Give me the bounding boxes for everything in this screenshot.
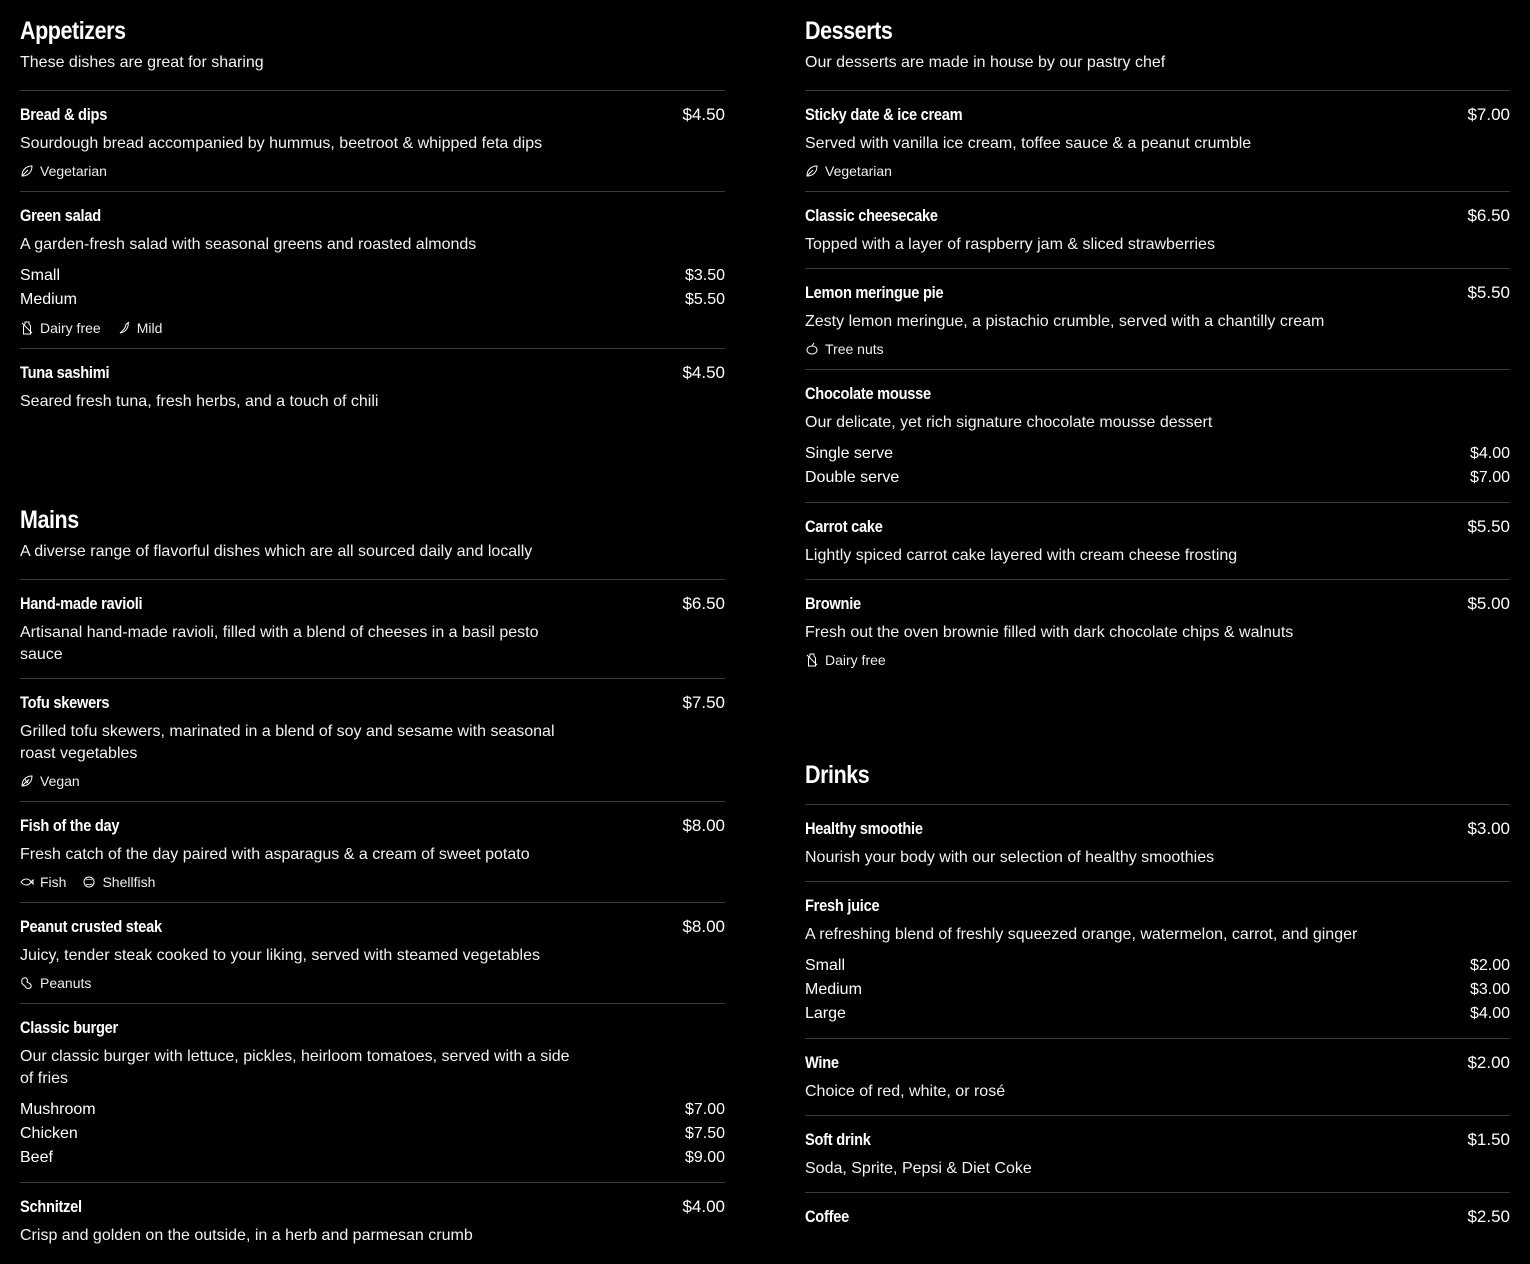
menu-item-header bbox=[20, 594, 725, 620]
item-name: Fresh juice bbox=[805, 896, 880, 915]
dietary-tag bbox=[805, 163, 892, 179]
item-variants bbox=[805, 954, 1510, 1026]
item-price: $4.00 bbox=[682, 1197, 725, 1216]
item-description: Fresh out the oven brownie filled with dark chocolate chips & walnuts bbox=[805, 624, 1294, 641]
menu-item-peanut-crusted-steak[interactable] bbox=[20, 903, 725, 1004]
variant-row[interactable] bbox=[20, 1122, 725, 1146]
item-name: Wine bbox=[805, 1053, 839, 1072]
item-name: Tofu skewers bbox=[20, 693, 110, 712]
item-name: Classic burger bbox=[20, 1018, 118, 1037]
dietary-tags bbox=[805, 341, 1510, 357]
dietary-tag bbox=[20, 975, 91, 991]
fish-icon bbox=[20, 875, 34, 889]
item-price: $2.00 bbox=[1467, 1053, 1510, 1072]
menu-item-header bbox=[20, 1197, 725, 1223]
menu-item-fresh-juice[interactable] bbox=[805, 882, 1510, 1039]
item-name: Coffee bbox=[805, 1207, 849, 1226]
item-name: Classic cheesecake bbox=[805, 206, 938, 225]
menu-item-header bbox=[20, 917, 725, 943]
item-variants bbox=[20, 264, 725, 312]
menu-item-header bbox=[20, 363, 725, 389]
dietary-tags bbox=[20, 320, 725, 336]
tag-label: Tree nuts bbox=[825, 341, 884, 357]
section-header bbox=[805, 758, 1510, 805]
tag-label: Peanuts bbox=[40, 975, 92, 991]
tag-label: Fish bbox=[40, 874, 67, 890]
tree-nut-icon bbox=[805, 342, 819, 356]
menu-item-header bbox=[805, 206, 1510, 232]
item-name: Bread & dips bbox=[20, 105, 108, 124]
menu-item-green-salad[interactable] bbox=[20, 192, 725, 349]
menu-item-carrot-cake[interactable] bbox=[805, 503, 1510, 580]
variant-label: Chicken bbox=[20, 1125, 78, 1142]
item-description: Artisanal hand-made ravioli, filled with a blend of cheeses in a basil pesto sauce bbox=[20, 624, 539, 663]
menu-item-header bbox=[805, 1207, 1510, 1233]
item-name: Chocolate mousse bbox=[805, 384, 931, 403]
menu-item-header bbox=[20, 1018, 725, 1044]
variant-label: Beef bbox=[20, 1149, 53, 1166]
menu-item-tofu-skewers[interactable] bbox=[20, 679, 725, 802]
menu-item-brownie[interactable] bbox=[805, 580, 1510, 680]
menu-item-bread-dips[interactable] bbox=[20, 91, 725, 192]
dietary-tags bbox=[20, 975, 725, 991]
item-description: Seared fresh tuna, fresh herbs, and a touch of chili bbox=[20, 393, 379, 410]
item-name: Peanut crusted steak bbox=[20, 917, 162, 936]
item-description: Topped with a layer of raspberry jam & sliced strawberries bbox=[805, 236, 1215, 253]
variant-row[interactable] bbox=[805, 442, 1510, 466]
item-name: Soft drink bbox=[805, 1130, 871, 1149]
section-drinks bbox=[805, 758, 1510, 1245]
tag-label: Dairy free bbox=[825, 652, 886, 668]
menu-item-header bbox=[20, 693, 725, 719]
item-price: $5.00 bbox=[1467, 594, 1510, 613]
item-description: Grilled tofu skewers, marinated in a blend of soy and sesame with seasonal roast vegetables bbox=[20, 723, 555, 762]
menu-item-header bbox=[805, 283, 1510, 309]
menu-item-coffee[interactable] bbox=[805, 1193, 1510, 1245]
dietary-tags bbox=[805, 652, 1510, 668]
dietary-tag bbox=[20, 773, 80, 789]
dietary-tag bbox=[805, 652, 886, 668]
menu-item-lemon-meringue-pie[interactable] bbox=[805, 269, 1510, 370]
variant-row[interactable] bbox=[805, 1002, 1510, 1026]
section-title: Desserts bbox=[805, 17, 893, 45]
menu-item-wine[interactable] bbox=[805, 1039, 1510, 1116]
item-variants bbox=[805, 442, 1510, 490]
menu-item-chocolate-mousse[interactable] bbox=[805, 370, 1510, 503]
dietary-tags bbox=[20, 163, 725, 179]
section-description: A diverse range of flavorful dishes which are all sourced daily and locally bbox=[20, 543, 533, 560]
item-description: Juicy, tender steak cooked to your liking, served with steamed vegetables bbox=[20, 947, 540, 964]
variant-row[interactable] bbox=[20, 1098, 725, 1122]
section-title: Appetizers bbox=[20, 17, 126, 45]
item-name: Green salad bbox=[20, 206, 101, 225]
variant-label: Single serve bbox=[805, 445, 894, 462]
variant-price: $7.00 bbox=[684, 1101, 725, 1118]
menu-item-healthy-smoothie[interactable] bbox=[805, 805, 1510, 882]
item-description: A refreshing blend of freshly squeezed orange, watermelon, carrot, and ginger bbox=[805, 926, 1358, 943]
section-header bbox=[20, 503, 725, 580]
menu-item-header bbox=[805, 819, 1510, 845]
dietary-tag bbox=[82, 874, 155, 890]
variant-price: $5.50 bbox=[684, 291, 725, 308]
item-description: Choice of red, white, or rosé bbox=[805, 1083, 1006, 1100]
item-name: Carrot cake bbox=[805, 517, 883, 536]
menu-item-header bbox=[805, 594, 1510, 620]
dietary-tag bbox=[117, 320, 163, 336]
item-name: Healthy smoothie bbox=[805, 819, 923, 838]
milk-crossed-icon bbox=[20, 321, 34, 335]
item-price: $4.50 bbox=[682, 363, 725, 382]
item-name: Tuna sashimi bbox=[20, 363, 110, 382]
item-price: $2.50 bbox=[1467, 1207, 1510, 1226]
variant-price: $9.00 bbox=[684, 1149, 725, 1166]
variant-label: Small bbox=[805, 957, 846, 974]
item-description: Crisp and golden on the outside, in a herb and parmesan crumb bbox=[20, 1227, 473, 1244]
item-price: $7.50 bbox=[682, 693, 725, 712]
item-description: A garden-fresh salad with seasonal greens and roasted almonds bbox=[20, 236, 477, 253]
variant-row[interactable] bbox=[805, 978, 1510, 1002]
variant-price: $4.00 bbox=[1469, 445, 1510, 462]
item-description: Soda, Sprite, Pepsi & Diet Coke bbox=[805, 1160, 1032, 1177]
variant-label: Small bbox=[20, 267, 61, 284]
item-price: $5.50 bbox=[1467, 517, 1510, 536]
variant-price: $3.00 bbox=[1469, 981, 1510, 998]
tag-label: Vegan bbox=[40, 773, 80, 789]
section-description: Our desserts are made in house by our pastry chef bbox=[805, 54, 1166, 71]
tag-label: Vegetarian bbox=[825, 163, 892, 179]
variant-row[interactable] bbox=[805, 466, 1510, 490]
dietary-tags bbox=[805, 163, 1510, 179]
variant-label: Mushroom bbox=[20, 1101, 96, 1118]
item-description: Nourish your body with our selection of healthy smoothies bbox=[805, 849, 1215, 866]
section-appetizers bbox=[20, 14, 725, 425]
menu-item-soft-drink[interactable] bbox=[805, 1116, 1510, 1193]
item-name: Lemon meringue pie bbox=[805, 283, 944, 302]
menu-item-hand-made-ravioli[interactable] bbox=[20, 580, 725, 679]
menu-item-fish-of-the-day[interactable] bbox=[20, 802, 725, 903]
menu-item-header bbox=[805, 105, 1510, 131]
dietary-tags bbox=[20, 874, 725, 890]
menu-item-schnitzel[interactable] bbox=[20, 1183, 725, 1259]
menu-item-header bbox=[20, 206, 725, 232]
section-mains bbox=[20, 503, 725, 1259]
tag-label: Vegetarian bbox=[40, 163, 107, 179]
leaf-icon bbox=[805, 164, 819, 178]
variant-price: $3.50 bbox=[684, 267, 725, 284]
menu-column-right bbox=[805, 0, 1510, 1245]
item-price: $6.50 bbox=[1467, 206, 1510, 225]
item-description: Lightly spiced carrot cake layered with cream cheese frosting bbox=[805, 547, 1238, 564]
menu-item-sticky-date-ice-cream[interactable] bbox=[805, 91, 1510, 192]
menu-item-header bbox=[20, 105, 725, 131]
menu-item-tuna-sashimi[interactable] bbox=[20, 349, 725, 425]
variant-price: $7.00 bbox=[1469, 469, 1510, 486]
menu-item-header bbox=[805, 1130, 1510, 1156]
section-title: Drinks bbox=[805, 761, 870, 789]
item-name: Fish of the day bbox=[20, 816, 120, 835]
item-price: $4.50 bbox=[682, 105, 725, 124]
chili-icon bbox=[117, 321, 131, 335]
section-header bbox=[20, 14, 725, 91]
variant-label: Large bbox=[805, 1005, 846, 1022]
item-variants bbox=[20, 1098, 725, 1170]
item-name: Sticky date & ice cream bbox=[805, 105, 963, 124]
item-price: $8.00 bbox=[682, 816, 725, 835]
variant-price: $4.00 bbox=[1469, 1005, 1510, 1022]
item-price: $5.50 bbox=[1467, 283, 1510, 302]
variant-row[interactable] bbox=[805, 954, 1510, 978]
tag-label: Mild bbox=[136, 320, 163, 336]
tag-label: Dairy free bbox=[40, 320, 101, 336]
variant-label: Double serve bbox=[805, 469, 900, 486]
section-title: Mains bbox=[20, 506, 79, 534]
variant-label: Medium bbox=[805, 981, 862, 998]
dietary-tag bbox=[20, 163, 107, 179]
item-description: Sourdough bread accompanied by hummus, beetroot & whipped feta dips bbox=[20, 135, 543, 152]
item-name: Schnitzel bbox=[20, 1197, 82, 1216]
item-description: Zesty lemon meringue, a pistachio crumble, served with a chantilly cream bbox=[805, 313, 1325, 330]
dietary-tag bbox=[20, 874, 66, 890]
leaf-icon bbox=[20, 164, 34, 178]
item-name: Brownie bbox=[805, 594, 861, 613]
item-description: Our classic burger with lettuce, pickles, heirloom tomatoes, served with a side of fries bbox=[20, 1048, 570, 1087]
dietary-tags bbox=[20, 773, 725, 789]
variant-price: $2.00 bbox=[1469, 957, 1510, 974]
menu-item-classic-burger[interactable] bbox=[20, 1004, 725, 1183]
shellfish-icon bbox=[82, 875, 96, 889]
vegan-leaf-icon bbox=[20, 774, 34, 788]
section-desserts bbox=[805, 14, 1510, 680]
variant-price: $7.50 bbox=[684, 1125, 725, 1142]
item-name: Hand-made ravioli bbox=[20, 594, 143, 613]
tag-label: Shellfish bbox=[102, 874, 156, 890]
menu-item-header bbox=[805, 896, 1510, 922]
item-price: $6.50 bbox=[682, 594, 725, 613]
item-price: $3.00 bbox=[1467, 819, 1510, 838]
peanut-icon bbox=[20, 976, 34, 990]
menu-item-header bbox=[805, 517, 1510, 543]
item-price: $7.00 bbox=[1467, 105, 1510, 124]
menu-column-left bbox=[20, 0, 725, 1259]
variant-row[interactable] bbox=[20, 288, 725, 312]
section-description: These dishes are great for sharing bbox=[20, 54, 264, 71]
item-description: Served with vanilla ice cream, toffee sauce & a peanut crumble bbox=[805, 135, 1252, 152]
item-price: $1.50 bbox=[1467, 1130, 1510, 1149]
item-description: Fresh catch of the day paired with asparagus & a cream of sweet potato bbox=[20, 846, 530, 863]
milk-crossed-icon bbox=[805, 653, 819, 667]
menu-item-header bbox=[805, 1053, 1510, 1079]
dietary-tag bbox=[20, 320, 101, 336]
menu-item-header bbox=[20, 816, 725, 842]
variant-row[interactable] bbox=[20, 264, 725, 288]
variant-row[interactable] bbox=[20, 1146, 725, 1170]
menu-item-header bbox=[805, 384, 1510, 410]
item-price: $8.00 bbox=[682, 917, 725, 936]
section-header bbox=[805, 14, 1510, 91]
variant-label: Medium bbox=[20, 291, 77, 308]
dietary-tag bbox=[805, 341, 884, 357]
menu-item-classic-cheesecake[interactable] bbox=[805, 192, 1510, 269]
item-description: Our delicate, yet rich signature chocolate mousse dessert bbox=[805, 414, 1213, 431]
